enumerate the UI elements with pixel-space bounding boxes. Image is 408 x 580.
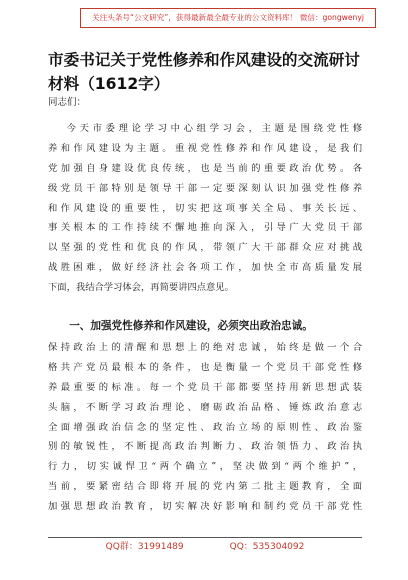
paragraph-line: 事关根本的工作持续不懈地推向深入，引导广大党员干部: [48, 222, 362, 234]
footer-contacts: [48, 538, 362, 554]
salutation: 同志们：: [48, 97, 87, 108]
paragraph-line: 养和作风建设为主题。重视党性修养和作风建设，是我们: [48, 142, 362, 154]
paragraph-line: 今天市委理论学习中心组学习会，主题是围绕党性修: [66, 123, 362, 134]
paragraph-line: 以坚强的党性和优良的作风，带领广大干部群众应对挑战: [48, 242, 362, 254]
paragraph-1: [48, 119, 362, 298]
page-footer: [48, 537, 362, 554]
paragraph-line: 头脑，不断学习政治理论、磨砺政治品格、锤炼政治意志: [48, 401, 362, 413]
paragraph-2: [48, 338, 362, 517]
paragraph-line: 保持政治上的清醒和思想上的绝对忠诚，始终是做一个合: [48, 342, 362, 353]
paragraph-line: 别的敏锐性，不断提高政治判断力、政治领悟力、政治执: [48, 441, 362, 453]
paragraph-line: 战胜困难，做好经济社会各项工作，加快全市高质量发展: [48, 262, 362, 274]
paragraph-line: 行力，切实诚悍卫“两个确立”，坚决做到“两个维护”，: [48, 461, 362, 473]
paragraph-line: 格共产党员最根本的条件，也是衡量一个党员干部党性修: [48, 361, 362, 373]
paragraph-line: 和作风建设的重要性，切实把这项事关全局、事关长远、: [48, 202, 362, 214]
paragraph-line: 党加强自身建设优良传统，也是当前的重要政治优势。各: [48, 162, 362, 174]
section-heading-1: 一、加强党性修养和作风建设，必须突出政治忠诚。: [69, 320, 313, 332]
paragraph-line: 下面，我结合学习体会，再简要讲四点意见。: [48, 282, 234, 294]
footer-qq: QQ：535304092: [229, 542, 305, 552]
paragraph-line: 当前，要紧密结合即将开展的党内第二批主题教育，全面: [48, 481, 362, 493]
header-banner: 关注头条号“公文研究”，获得最新最全最专业的公文资料库！ 微信：gongwenyj: [80, 8, 376, 28]
paragraph-line: 全面增强政治信念的坚定性、政治立场的原则性、政治鉴: [48, 421, 362, 433]
paragraph-line: 级党员干部特别是领导干部一定要深刻认识加强党性修养: [48, 182, 362, 194]
paragraph-line: 养最重要的标准。每一个党员干部都要坚持用新思想武装: [48, 381, 362, 393]
document-title: 市委书记关于党性修养和作风建设的交流研讨材料（1612字）: [48, 51, 360, 93]
paragraph-line: 加强思想政治教育，切实解决好影响和制约党员干部党性: [48, 501, 362, 513]
footer-qq-group: QQ群：31991489: [105, 542, 184, 552]
